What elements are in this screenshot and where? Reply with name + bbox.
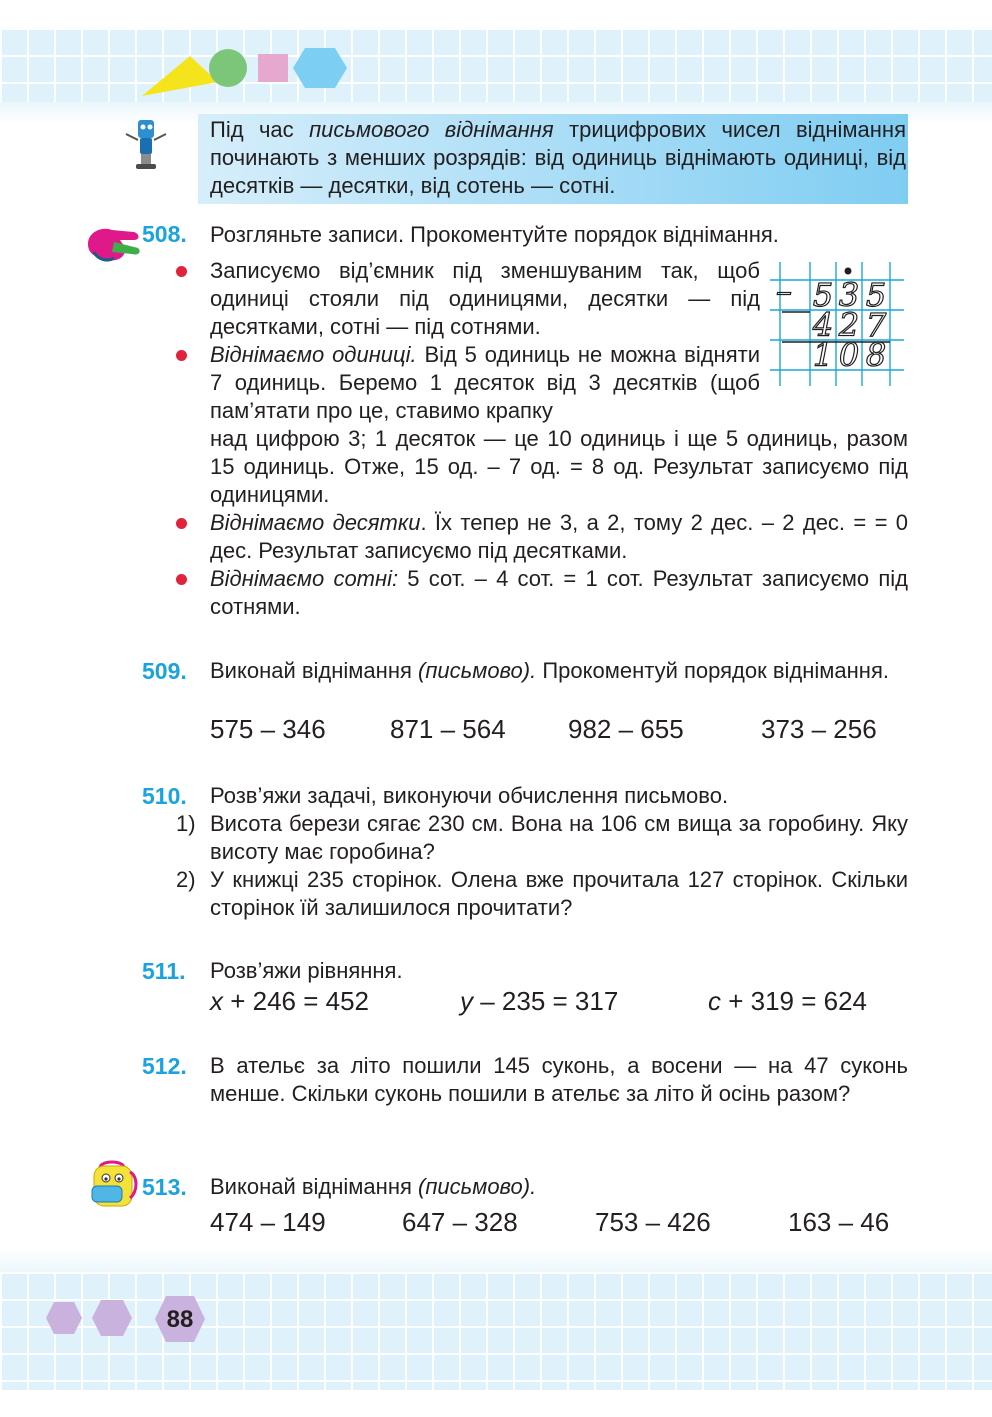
geometric-shapes-icon — [140, 40, 350, 100]
task-511-title: Розв’яжи рівняння. — [210, 958, 403, 983]
bottom-grid-band — [0, 1272, 992, 1390]
page-number: 88 — [166, 1306, 194, 1333]
digit-subtrahend-hundreds: 4 — [812, 306, 834, 344]
bottom-fade — [0, 1248, 992, 1274]
digit-subtrahend-tens: 2 — [838, 306, 860, 344]
task-509-number: 509. — [142, 658, 187, 684]
task-508-bullet-1: Записуємо від’ємник під зменшуваним так, щоб одиниці стояли під одиницями, десятки — під десятками, сотні — під сотнями. — [210, 258, 760, 339]
task-508-bullet-4: Віднімаємо сотні: 5 сот. – 4 сот. = 1 сот. Результат записуємо під сотнями. — [210, 566, 908, 619]
robot-icon — [118, 116, 174, 172]
task-512-text: В ательє за літо пошили 145 суконь, а восени — на 47 суконь менше. Скільки суконь пошили в ательє за літо й осінь разом? — [210, 1053, 908, 1106]
task-510-item-1-number: 1) — [176, 811, 196, 836]
task-508-bullet-2b: над цифрою 3; 1 десяток — це 10 одиниць і ще 5 одиниць, разом 15 одиниць. Отже, 15 од. – 7 од. = 8 од. Результат записуємо під одиницями. — [210, 426, 908, 507]
equation: c + 319 = 624 — [708, 986, 868, 1016]
task-510-item-2-number: 2) — [176, 867, 196, 892]
digit-result-units: 8 — [865, 336, 887, 374]
task-513-number: 513. — [142, 1174, 187, 1200]
task-510-item-1: Висота берези сягає 230 см. Вона на 106 см вища за горобину. Яку висоту має горобина? — [210, 811, 908, 864]
backpack-icon — [86, 1158, 142, 1210]
column-subtraction-grid — [770, 262, 904, 386]
bullet — [176, 266, 187, 277]
expression: 163 – 46 — [788, 1207, 890, 1237]
task-508-bullet-2a: Віднімаємо одиниці. Від 5 одиниць не можна відняти 7 одиниць. Беремо 1 десяток від 3 десятків (щоб пам’ятати про це, ставимо крапку — [210, 342, 760, 423]
task-510-title: Розв’яжи задачі, виконуючи обчислення письмово. — [210, 783, 729, 808]
expression: 753 – 426 — [595, 1207, 711, 1237]
equation: y – 235 = 317 — [460, 986, 619, 1016]
expression: 373 – 256 — [761, 714, 877, 744]
digit-minuend-units: 5 — [865, 276, 887, 314]
bullet — [176, 574, 187, 585]
digit-result-hundreds: 1 — [812, 336, 834, 374]
task-510-number: 510. — [142, 783, 187, 809]
task-508-bullet-3: Віднімаємо десятки. Їх тепер не 3, а 2, тому 2 дес. – 2 дес. = = 0 дес. Результат записуємо під десятками. — [210, 510, 908, 563]
digit-minuend-hundreds: 5 — [812, 276, 834, 314]
task-510-item-2: У книжці 235 сторінок. Олена вже прочитала 127 сторінок. Скільки сторінок їй залишилося прочитати? — [210, 867, 908, 920]
task-508-title: Розгляньте записи. Прокоментуйте порядок віднімання. — [210, 222, 779, 247]
digit-minuend-tens: 3 — [838, 276, 860, 314]
task-512-number: 512. — [142, 1053, 187, 1079]
hexagon-icon — [44, 1300, 84, 1336]
bullet — [176, 350, 187, 361]
expression: 871 – 564 — [390, 714, 506, 744]
expression: 575 – 346 — [210, 714, 326, 744]
expression: 474 – 149 — [210, 1207, 326, 1237]
digit-subtrahend-units: 7 — [865, 306, 887, 344]
minus-sign: – — [776, 272, 792, 310]
borrow-dot — [845, 268, 852, 275]
hexagon-icon — [90, 1298, 134, 1338]
task-511-number: 511. — [142, 958, 186, 984]
bullet — [176, 518, 187, 529]
task-513-text: Виконай віднімання (письмово). — [210, 1174, 537, 1199]
task-508-number: 508. — [142, 221, 187, 247]
expression: 982 – 655 — [568, 714, 684, 744]
digit-result-tens: 0 — [838, 336, 860, 374]
task-509-text: Виконай віднімання (письмово). Прокоментуй порядок віднімання. — [210, 658, 889, 683]
equation: x + 246 = 452 — [210, 986, 370, 1016]
rule-text: Під час письмового віднімання трицифрових чисел віднімання починають з менших розрядів: від одиниць віднімають одиниці, від десятків — десятки, від сотень — сотні. — [210, 117, 906, 198]
expression: 647 – 328 — [402, 1207, 518, 1237]
hand-pointing-icon — [84, 222, 142, 266]
page-number-badge — [153, 1294, 207, 1344]
